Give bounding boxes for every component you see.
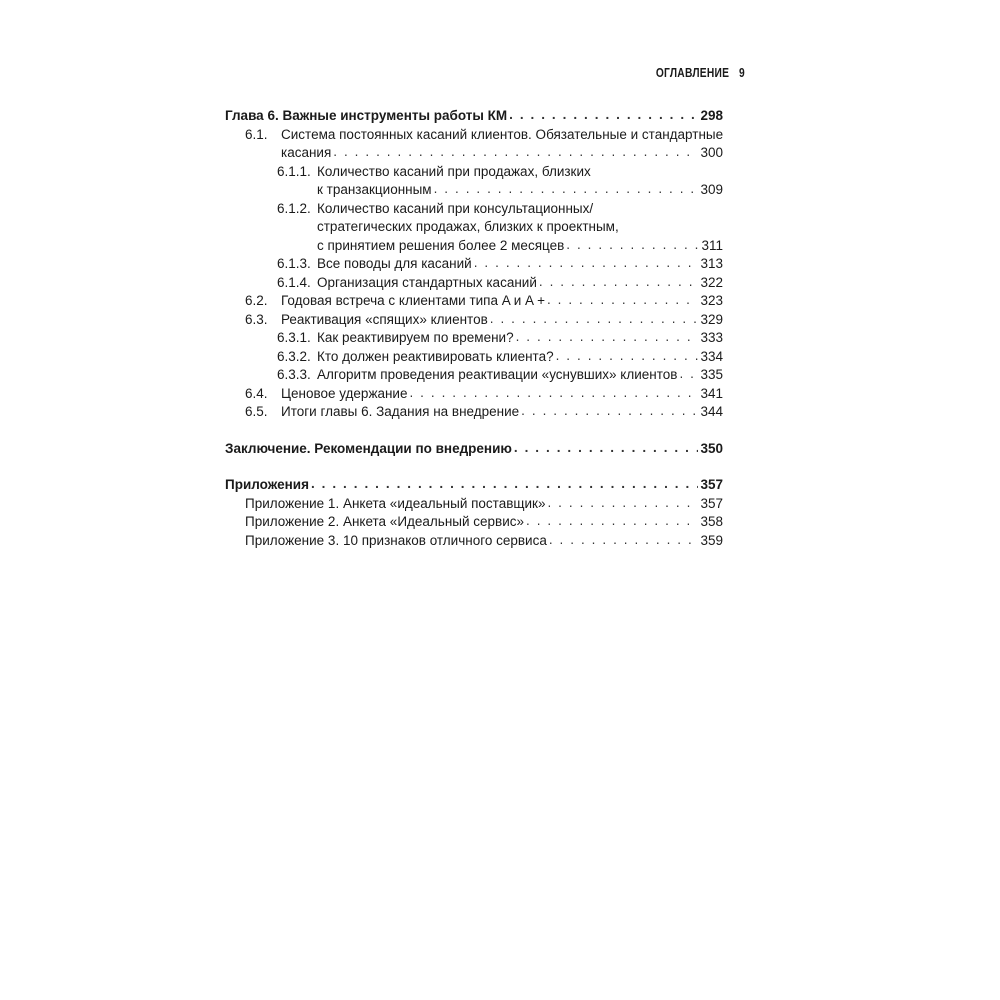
toc-entry-6-3-1[interactable]: [225, 329, 723, 348]
dot-leader: [474, 254, 699, 273]
spacer: [225, 458, 723, 476]
toc-entry-title: Итоги главы 6. Задания на внедрение: [281, 404, 520, 419]
toc-entry-title: Организация стандартных касаний: [317, 274, 537, 290]
toc-entry-title: Как реактивируем по времени?: [317, 330, 514, 345]
toc-entry-title-line: Количество касаний при продажах, близких: [317, 163, 591, 179]
toc-page-number: 322: [700, 274, 723, 290]
toc-page-number: 300: [700, 145, 723, 160]
spacer: [225, 422, 723, 440]
toc-entry-title: Ценовое удержание: [281, 385, 408, 401]
toc-entry-6-3-2[interactable]: [225, 348, 723, 367]
running-header: [319, 66, 745, 80]
toc-entry-6-1-4[interactable]: [225, 274, 723, 293]
header-page-number: 9: [739, 66, 745, 80]
toc-page-number: 334: [700, 348, 723, 364]
section-number: 6.3.: [245, 311, 268, 327]
toc-entry-6-3-3[interactable]: [225, 366, 723, 385]
toc-entry-title: Кто должен реактивировать клиента?: [317, 348, 554, 364]
toc-entry-appendices[interactable]: [225, 476, 723, 495]
toc-entry-title: Годовая встреча с клиентами типа A и A +: [281, 293, 545, 308]
dot-leader: [311, 475, 699, 494]
toc-entry-title-line: касания: [281, 145, 332, 160]
toc-page-number: 309: [700, 182, 723, 197]
toc-entry-title: Алгоритм проведения реактивации «уснувших» клиентов: [317, 367, 678, 382]
toc-page-number: 323: [700, 293, 723, 308]
toc-entry-6-1-2[interactable]: [225, 200, 723, 256]
section-number: 6.1.3.: [277, 256, 311, 271]
toc-entry-6-3[interactable]: [225, 311, 723, 330]
dot-leader: [547, 291, 699, 310]
toc-entry-appendix-2[interactable]: [225, 513, 723, 532]
section-number: 6.1.4.: [277, 274, 311, 290]
dot-leader: [547, 494, 698, 513]
dot-leader: [679, 365, 698, 384]
section-number: 6.3.1.: [277, 330, 311, 345]
dot-leader: [434, 180, 699, 199]
toc-page-number: 357: [700, 495, 723, 511]
toc-page-number: 357: [700, 477, 723, 492]
dot-leader: [409, 384, 698, 403]
section-number: 6.5.: [245, 404, 268, 419]
dot-leader: [539, 273, 699, 292]
toc-entry-title-line: к транзакционным: [317, 182, 432, 197]
table-of-contents: [225, 107, 723, 550]
section-number: 6.1.: [245, 126, 268, 142]
header-title: ОГЛАВЛЕНИЕ: [655, 66, 730, 80]
toc-page-number: 313: [700, 256, 723, 271]
dot-leader: [526, 512, 698, 531]
toc-entry-title-line: с принятием решения более 2 месяцев: [317, 237, 565, 253]
toc-entry-6-5[interactable]: [225, 403, 723, 422]
toc-page-number: 350: [700, 440, 723, 456]
toc-page-number: 311: [701, 237, 723, 253]
toc-entry-title: Приложение 2. Анкета «Идеальный сервис»: [245, 514, 525, 529]
dot-leader: [566, 236, 699, 255]
toc-page-number: 333: [700, 330, 723, 345]
dot-leader: [516, 328, 699, 347]
toc-page-number: 344: [700, 404, 723, 419]
section-number: 6.1.2.: [277, 200, 311, 216]
toc-page-number: 298: [700, 108, 723, 123]
toc-entry-title-line: стратегических продажах, близких к проектным,: [317, 219, 619, 234]
toc-entry-appendix-3[interactable]: [225, 532, 723, 551]
dot-leader: [521, 402, 698, 421]
toc-entry-title: Глава 6. Важные инструменты работы КМ: [225, 108, 508, 123]
dot-leader: [556, 347, 699, 366]
section-number: 6.2.: [245, 293, 268, 308]
section-number: 6.4.: [245, 385, 268, 401]
section-number: 6.3.3.: [277, 367, 311, 382]
dot-leader: [514, 439, 699, 458]
toc-entry-title: Заключение. Рекомендации по внедрению: [225, 440, 512, 456]
toc-entry-title: Приложения: [225, 477, 309, 492]
toc-entry-6-2[interactable]: [225, 292, 723, 311]
section-number: 6.1.1.: [277, 163, 311, 179]
toc-entry-title-line: Система постоянных касаний клиентов. Обязательные и стандартные: [281, 126, 724, 142]
toc-entry-title: Все поводы для касаний: [317, 256, 472, 271]
toc-page-number: 335: [700, 367, 723, 382]
toc-entry-chapter-6[interactable]: [225, 107, 723, 126]
dot-leader: [509, 106, 698, 125]
section-number: 6.3.2.: [277, 348, 311, 364]
toc-entry-appendix-1[interactable]: [225, 495, 723, 514]
toc-entry-6-4[interactable]: [225, 385, 723, 404]
dot-leader: [333, 143, 698, 162]
toc-entry-6-1-1[interactable]: [225, 163, 723, 200]
toc-entry-title-line: Количество касаний при консультационных/: [317, 200, 594, 216]
toc-page-number: 359: [700, 532, 723, 548]
dot-leader: [490, 310, 699, 329]
toc-entry-conclusion[interactable]: [225, 440, 723, 459]
dot-leader: [549, 531, 699, 550]
toc-entry-6-1[interactable]: [225, 126, 723, 163]
toc-entry-6-1-3[interactable]: [225, 255, 723, 274]
toc-entry-title: Приложение 3. 10 признаков отличного сервиса: [245, 532, 547, 548]
toc-entry-title: Приложение 1. Анкета «идеальный поставщик»: [245, 495, 546, 511]
toc-page-number: 358: [700, 514, 723, 529]
toc-entry-title: Реактивация «спящих» клиентов: [281, 311, 488, 327]
toc-page-number: 329: [700, 311, 723, 327]
toc-page-number: 341: [700, 385, 723, 401]
